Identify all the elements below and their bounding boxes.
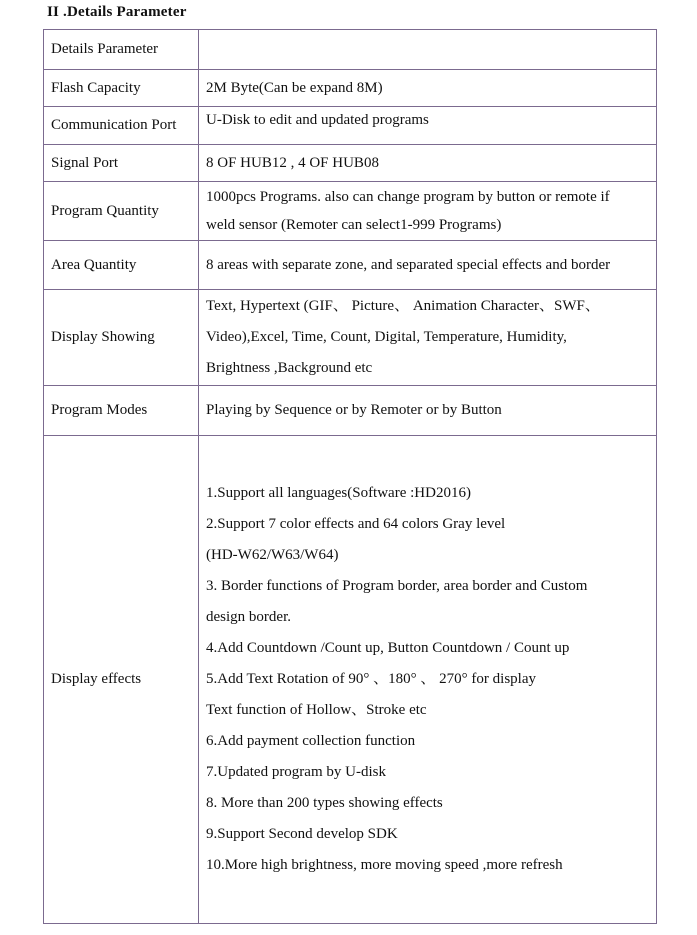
value-line: 9.Support Second develop SDK bbox=[206, 826, 398, 842]
row-label: Program Modes bbox=[44, 386, 199, 436]
row-label: Display effects bbox=[44, 436, 199, 924]
row-label: Area Quantity bbox=[44, 241, 199, 290]
value-line: 8 areas with separate zone, and separated special effects and border bbox=[206, 256, 611, 273]
value-line: 8 OF HUB12 , 4 OF HUB08 bbox=[206, 154, 379, 171]
value-line: Text function of Hollow、Stroke etc bbox=[206, 702, 427, 718]
value-line: weld sensor (Remoter can select1-999 Programs) bbox=[206, 217, 502, 233]
value-line: 8. More than 200 types showing effects bbox=[206, 795, 443, 811]
row-value bbox=[199, 290, 657, 386]
section-heading: II .Details Parameter bbox=[47, 4, 187, 20]
row-label: Flash Capacity bbox=[44, 70, 199, 107]
value-line: 10.More high brightness, more moving speed ,more refresh bbox=[206, 857, 563, 873]
value-line: 3. Border functions of Program border, area border and Custom bbox=[206, 578, 588, 594]
row-label: Display Showing bbox=[44, 290, 199, 386]
row-value bbox=[199, 30, 657, 70]
table-row bbox=[44, 241, 657, 290]
table-row bbox=[44, 436, 657, 924]
value-line: design border. bbox=[206, 609, 291, 625]
value-line: 2M Byte(Can be expand 8M) bbox=[206, 79, 383, 96]
row-value bbox=[199, 241, 657, 290]
row-value bbox=[199, 386, 657, 436]
value-line: 6.Add payment collection function bbox=[206, 733, 416, 749]
details-parameter-table bbox=[43, 29, 657, 924]
value-line: Brightness ,Background etc bbox=[206, 360, 373, 376]
row-value bbox=[199, 145, 657, 182]
value-line: 2.Support 7 color effects and 64 colors Gray level bbox=[206, 516, 506, 532]
row-value bbox=[199, 107, 657, 145]
table-row bbox=[44, 70, 657, 107]
table-row bbox=[44, 386, 657, 436]
table-row bbox=[44, 182, 657, 241]
value-line: 5.Add Text Rotation of 90° 、180° 、 270° for display bbox=[206, 671, 536, 687]
table-row bbox=[44, 30, 657, 70]
value-line: Video),Excel, Time, Count, Digital, Temperature, Humidity, bbox=[206, 329, 567, 345]
value-line: 1.Support all languages(Software :HD2016) bbox=[206, 485, 471, 501]
row-value bbox=[199, 70, 657, 107]
value-line: Text, Hypertext (GIF、 Picture、 Animation Character、SWF、 bbox=[206, 298, 600, 314]
row-label: Communication Port bbox=[44, 107, 199, 145]
row-value bbox=[199, 182, 657, 241]
table-row bbox=[44, 145, 657, 182]
value-line: 1000pcs Programs. also can change program by button or remote if bbox=[206, 189, 610, 205]
value-line: (HD-W62/W63/W64) bbox=[206, 547, 339, 563]
row-label: Details Parameter bbox=[44, 30, 199, 70]
table-row bbox=[44, 107, 657, 145]
row-value bbox=[199, 436, 657, 924]
value-line: 7.Updated program by U-disk bbox=[206, 764, 386, 780]
value-line: U-Disk to edit and updated programs bbox=[206, 112, 429, 128]
value-line: Playing by Sequence or by Remoter or by Button bbox=[206, 402, 502, 418]
row-label: Program Quantity bbox=[44, 182, 199, 241]
row-label: Signal Port bbox=[44, 145, 199, 182]
value-line: 4.Add Countdown /Count up, Button Countdown / Count up bbox=[206, 640, 570, 656]
table-row bbox=[44, 290, 657, 386]
